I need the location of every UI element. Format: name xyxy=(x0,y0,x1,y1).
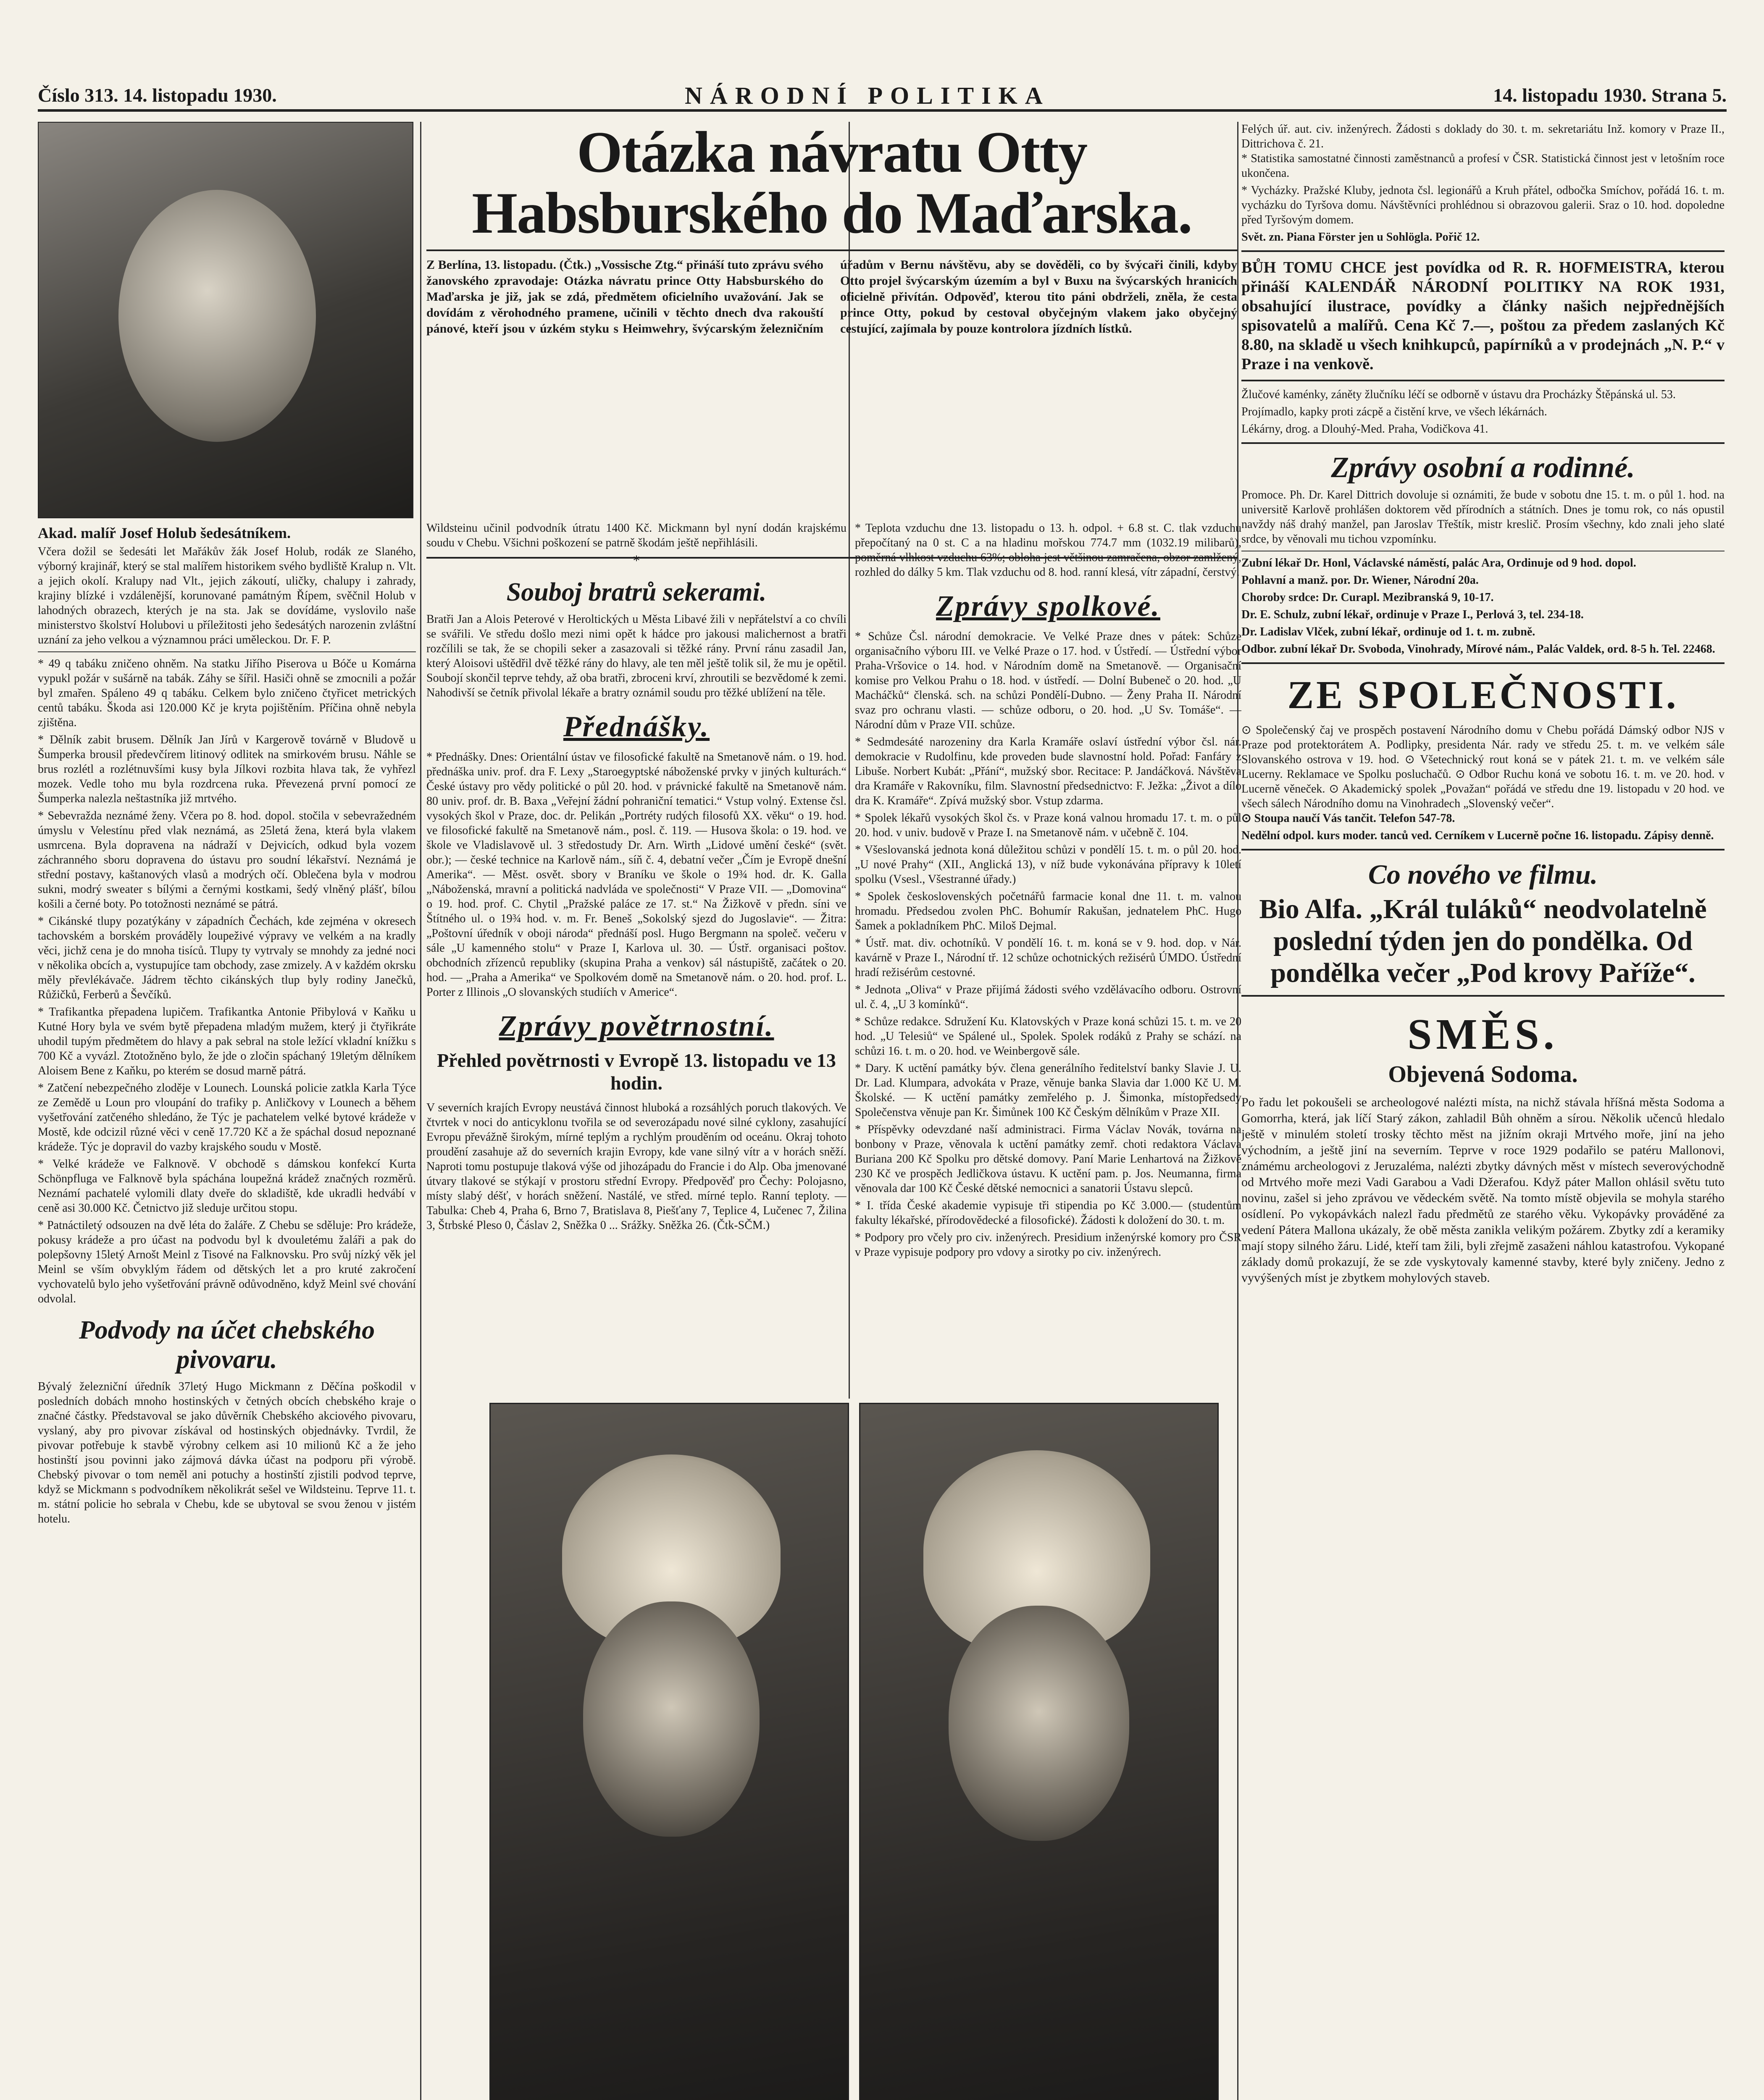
spolky-headline: Zprávy spolkové. xyxy=(936,590,1160,622)
column-4 xyxy=(1241,122,1725,2100)
spolky-item: * Příspěvky odevzdané naší administraci. Firma Václav Novák, továrna na bonbony v Praze, věnovala k uctění památky zemř. choti redaktora Václava Buriana 200 Kč Spolku pro dětské domovy. Paní Marie Lenhartová na Žižkově 230 Kč ve prospěch Jedličkova ústavu. K uctění pam. p. Jos. Neumanna, firma věnovala dar 100 Kč České dětské nemocnici a sanatorii Ústavu slepců. xyxy=(855,1123,1241,1195)
spolky-item: * Jednota „Oliva“ v Praze přijímá žádosti svého vzdělávacího odboru. Ostrovní ul. č. 4, „U 3 komínků“. xyxy=(855,983,1241,1011)
portrait-photo xyxy=(38,122,413,518)
divider xyxy=(1241,380,1725,381)
smes-subheadline: Objevená Sodoma. xyxy=(1388,1061,1578,1087)
column-2 xyxy=(426,521,847,1394)
dance-ad: ⊙ Stoupa naučí Vás tančit. Telefon 547-78. xyxy=(1241,812,1455,825)
doctor-ad: Choroby srdce: Dr. Curapl. Mezibranská 9, 10-17. xyxy=(1241,591,1494,604)
spolecnosti-text: ⊙ Společenský čaj ve prospěch postavení Národního domu v Chebu pořádá Dámský odbor NJS v Praze pod protektorátem A. Podlipky, presidenta Nár. rady ve středu 25. t. m. ve velkém sále Slovanského ostrova v 19. hod. ⊙ Všetechnický rout koná se v pátek 21. t. m. ve velkém sále Lucerny. Reklamace ve Spolku posluchačů. ⊙ Odbor Ruchu koná ve sobotu 16. t. m. ve 20. hod. v Lucerně věneček. ⊙ Akademický spolek „Považan“ pořádá ve středu dne 19. listopadu v 20 hod. ve všech sálech Národního domu na Vinohradech „Slovenský večer“. xyxy=(1241,724,1725,810)
divider xyxy=(38,651,416,652)
main-article-text: Z Berlína, 13. listopadu. (Čtk.) „Vossische Ztg.“ přináší tuto zprávu svého žanovského zpravodaje: Otázka návratu prince Otty Habsburského do Maďarska je již, jak se zdá, předmětem oficielního uvažování. Jak se dovídám z věrohodného pramene, učinili v těchto dnech dva rakouští pánové, kteří jsou v úzkém styku s Heimwehry, švýcarským železničním úřadům v Bernu návštěvu, aby se dověděli, co by švýcaři činili, kdyby Otto projel švýcarským územím a byl v Buxu na švýcarských hranicích oficielně přivítán. Odpověď, kterou tito páni obdrželi, zněla, že cesta prince Otty, pokud by cestoval obyčejným vlakem jako obyčejný cestující, zajímala by pouze kontrolora jízdních lístků. xyxy=(426,258,1237,336)
spolky-item: * Schůze Čsl. národní demokracie. Ve Velké Praze dnes v pátek: Schůze organisačního výboru III. ve Velké Praze o 17. hod. v Ústředí. — Ústřední výbor Praha-Vršovice o 14. hod. v Národním domě na Smetanově. — Organisační komise pro Velkou Prahu o 18. hod. v ústředí. — Dolní Bubeneč o 20. hod. „U Macháčků“ členská. sch. na schůzi Pondělí-Dubno. — Ženy Praha II. Národní svaz pro ochranu vlasti. — schůze odboru, o 20. hod. „U Sv. Tomáše“. — Národní dům v Praze VII. schůze. xyxy=(855,630,1241,731)
calendar-ad: BŮH TOMU CHCE jest povídka od R. R. HOFMEISTRA, kterou přináší KALENDÁŘ NÁRODNÍ POLITIKY NA ROK 1931, obsahující ilustrace, povídky a články našich nejpřednějších spisovatelů a malířů. Cena Kč 7.—, poštou za předem zaslaných Kč 8.80, na skladě u všech knihkupců, papírníků a v prodejnách „N. P.“ v Praze i na venkově. xyxy=(1241,259,1725,373)
pocasi-text: V severních krajích Evropy neustává činnost hluboká a rozsáhlých poruch tlakových. Ve čtvrtek v noci do anticyklonu tvořila se od severozápadu nové silné cyklony, zasahující Evropu převážně širokým, mírné teplým a rychlým prouděním od oceánu. Okraj tohoto proudění zasahuje až do severních krajin Evropy, kde vane silný vítr a v horách sněží. Naproti tomu postupuje tlaková výše od jihozápadu do Francie i do Alp. Oba jmenované útvary tlakové se stýkají v prostoru střední Evropy. Předpověď pro Čechy: Polojasno, místy slabý déšť, v horách sněžení. Nastálé, ve střed. mírné teplo. Ranní teploty. — Tabulka: Cheb 4, Praha 6, Brno 7, Bratislava 8, Piešťany 7, Teplice 4, Lučenec 7, Žilina 3, Štrbské Pleso 0, Čáslav 2, Sněžka 0 ... Srážky. Sněžka 26. (Čtk-SČM.) xyxy=(426,1101,847,1232)
notice-item: Svět. zn. Piana Förster jen u Sohlögla. Pořič 12. xyxy=(1241,231,1480,244)
news-item: * Dělník zabit brusem. Dělník Jan Jírů v Kargerově továrně v Bludově u Šumperka brousil předevčírem litinový odlitek na smirkovém brusu. Náhle se brus rozlétl a rozlétnuvšími kusy byla Jílkovi rozbita hlava tak, že vyhřezl mozek. Vedle toho mu byla rozdrcena ruka. Převezená první pomocí ze Šumperka nalezla neštastníka již mrtvého. xyxy=(38,733,416,805)
spolky-item: * Všeslovanská jednota koná důležitou schůzi v pondělí 15. t. m. o půl 20. hod. „U nové Prahy“ (XII., Anglická 13), v níž bude vykonávána přípravy k 10letí spolku (Vsesl., Všestranné úřady.) xyxy=(855,843,1241,886)
doctor-ad: Odbor. zubní lékař Dr. Svoboda, Vinohrady, Mírové nám., Palác Valdek, ord. 8-5 h. Tel. 22468. xyxy=(1241,643,1715,656)
spolky-item: * Schůze redakce. Sdružení Ku. Klatovských v Praze koná schůzi 15. t. m. ve 20 hod. „U Telesiů“ ve Spálené ul., Spolek. Spolek rodáků z Prahy se schází. na schůzi 16. t. m. o 20. hod. ve Weinbergově sále. xyxy=(855,1015,1241,1058)
maharaja-photo-right xyxy=(859,1403,1219,2100)
news-item: * Zatčení nebezpečného zloděje v Lounech. Lounská policie zatkla Karla Týce ze Zemědě u Loun pro vloupání do trafiky p. Anličkovy v Lounech a během vyšetřování zatčeného shledáno, že Týc je pachatelem velké bytové krádeže v Mostě, kde odcizil různé věci v ceně 17.720 Kč a že spáchal dosud nepoznané krádeže. Týc je dopravil do vazby krajského soudu v Mostě. xyxy=(38,1082,416,1153)
notice-item: * Vycházky. Pražské Kluby, jednota čsl. legionářů a Kruh přátel, odbočka Smíchov, pořádá 16. t. m. vycházku do Tyršova domu. Návštěvníci prohlédnou si obrazovou galerii. Sraz o 10. hod. dopoledne před Tyršovým domem. xyxy=(1241,184,1725,226)
wildstein-text: Wildsteinu učinil podvodník útratu 1400 Kč. Mickmann byl nyní dodán krajskému soudu v Chebu. Všichni poškození se patrně škodám ještě nepřihlásili. xyxy=(426,522,847,549)
news-item: * 49 q tabáku zničeno ohněm. Na statku Jiřího Piserova u Bóče u Komárna vypukl požár v sušárně na tabák. Záhy se šířil. Hasiči ohně se zmocnili a požár byl zmařen. Spáleno 49 q tabáku. Celkem bylo zničeno čtyřicet metrických centů tabáku. Škoda asi 120.000 Kč je kryta pojištěním. Příčina ohně nebyla zjištěna. xyxy=(38,657,416,729)
smes-headline: SMĚS. xyxy=(1407,1010,1559,1058)
souboj-text: Bratři Jan a Alois Peterové v Heroltických u Města Libavé žili v nepřátelství a co chvíli se svářili. Ve středu došlo mezi nimi opět k hádce pro jakousi malichernost a bratři rozčílili se tak, že se chopili seker a zasazovali si těžké rány. První ránu zasadil Jan, který Aloisovi uštědřil dvě těžké rány do hlavy, ale ten měl ještě tolik sil, že mu je opětil. Soubojí skončil teprve tehdy, až oba bratři, zbroceni krví, zhroutili se bezvědomé k zemi. Nahodivší se četník přivolal lékaře a bratry oznámil soudu pro těžké ublížení na těle. xyxy=(426,613,847,699)
portrait-face xyxy=(118,190,316,442)
news-item: * Patnáctiletý odsouzen na dvě léta do žaláře. Z Chebu se sděluje: Pro krádeže, pokusy krádeže a pro účast na podvodu byl k dvouletému žaláři a pak do polepšovny 15letý Arnošt Meinl z Tisové na Falknovsku. Pro svůj nízký věk jel Meinl se vším obvyklým řádem od dětských let a pro kruté zakročení vychovatelů bylo jeho vyšetřování právně odůvodněno, když Meinl své chování odvolal. xyxy=(38,1219,416,1305)
spolky-item: * Podpory pro včely pro civ. inženýrech. Presidium inženýrské komory pro ČSR v Praze vypisuje podpory pro vdovy a sirotky po civ. inženýrech. xyxy=(855,1231,1241,1259)
spolky-item: * Dary. K uctění památky býv. člena generálního ředitelství banky Slavie J. U. Dr. Lad. Klumpara, advokáta v Praze, věnuje banka Slavia dar 1.000 Kč U. M. Školské. — K uctění památky zemřelého p. J. Šimonka, místopředsedy Společenstva věnuje pan Kr. Šimůnek 100 Kč Českým dělníkům v Praze XII. xyxy=(855,1062,1241,1119)
doctor-ad: Zubní lékař Dr. Honl, Václavské náměstí, palác Ara, Ordinuje od 9 hod. dopol. xyxy=(1241,556,1636,570)
notice-item: * Statistika samostatné činnosti zaměstnanců a profesí v ČSR. Statistická činnost jest v letošním roce ukončena. xyxy=(1241,152,1725,180)
pivovar-headline: Podvody na účet chebského pivovaru. xyxy=(79,1316,375,1374)
divider xyxy=(1241,849,1725,850)
film-ad: Bio Alfa. „Král tuláků“ neodvolatelně poslední týden jen do pondělka. Od pondělka večer „Pod krovy Paříže“. xyxy=(1259,894,1707,988)
news-item: * Trafikantka přepadena lupičem. Trafikantka Antonie Přibylová v Kaňku u Kutné Hory byla ve svém bytě přepadena mladým mužem, který ji čtyřikráte uhodil tupým předmětem do hlavy a pak sebral na stole ležící vkladní knížku s 700 Kč a vyvázl. Ztotožněno bylo, že jde o zločin spáchaný 19letým dělníkem Aloisem Bene z Kaňku, po kterém se dosud marně pátrá. xyxy=(38,1005,416,1077)
spolky-item: * Spolek lékařů vysokých škol čs. v Praze koná valnou hromadu 17. t. m. o půl 20. hod. v univ. budově v Praze I. na Smetanově nám. v učebně č. 104. xyxy=(855,811,1241,839)
prednasky-text: * Přednášky. Dnes: Orientální ústav ve filosofické fakultě na Smetanově nám. o 19. hod. přednáška univ. prof. dra F. Lexy „Staroegyptské náboženské prvky v jiných kulturách.“ České ústavy pro vědy politické o půl 20. hod. v právnické fakultě na Smetanově nám. 80 univ. prof. dr. B. Baxa „Veřejní žádní pohraniční tematici.“ Vstup volný. Extense čsl. vysokých škol v Praze, doc. dr. Pelikán „Portréty rudých filosofů XX. věku“ o 19. hod. ve filosofické fakultě na Smetanově nám., posl. č. 119. — Husova škola: o 19. hod. ve škole ve Vladislavově ul. 3 středostudy Dr. Arn. Wirth „Lidové umění české“ (svět. obr.); — české technice na Karlově nám., síň č. 4, debatní večer „Čím je Evropě dnešní Amerika“. — Měst. osvět. sbory v Braníku ve škole o 19¾ hod. dr. K. Galla „Náboženská, mravní a politická nadvláda ve společnosti“ V Praze VII. — „Domovina“ o 19. hod. prof. C. Chytil „Pražské paláce ze 17. st.“ Na Žižkově v předn. síni ve Štítného ul. o 19¾ hod. v. m. Fr. Beneš „Sokolský sjezd do Jugoslavie“. — Žitra: „Poštovní úředník v oboji národa“ přednáší posl. Hugo Bergmann na společ. večeru v sále „U kamenného stolu“ v Praze I, Karlova ul. 30. — Ústř. organisaci poštov. obchodních zřízenců republiky (skupina Praha a venkov) sál nástupiště, začátek o 20. hod. — „Praha a Amerika“ ve Spolkovém domě na Smetanově nám. o 20. hod. prof. L. Porter z Illinois „O slovanských studiích v Americe“. xyxy=(426,751,847,999)
newspaper-title: NÁRODNÍ POLITIKA xyxy=(685,82,1050,109)
notice-text: Felých úř. aut. civ. inženýrech. Žádosti s doklady do 30. t. m. sekretariátu Inž. komory v Praze II., Dittrichova č. 21. xyxy=(1241,123,1725,150)
column-1 xyxy=(38,122,416,2100)
divider xyxy=(1241,442,1725,444)
doctor-ad: Dr. E. Schulz, zubní lékař, ordinuje v Praze I., Perlová 3, tel. 234-18. xyxy=(1241,608,1584,621)
pivovar-text: Bývalý železniční úředník 37letý Hugo Mickmann z Děčína poškodil v posledních dobách mnoho hostinských v četných obcích chebského kraje o značné částky. Představoval se jako důvěrník Chebského akciového pivovaru, vyslaný, aby pro pivovar získával od hostinských objednávky. Tvrdil, že pivovar potřebuje k stavbě výrobny celkem asi 10 milionů Kč a že jeho hostinští jsou povinni jako zájmová dávka účast na podporu při výrobě. Chebský pivovar o tom neměl ani potuchy a hostinští zjistili podvod teprve, když se Mickmann s podvodníkem několikrát sešel ve Wildsteinu. Teprve 11. t. m. státní policie ho sebrala v Chebu, kde se ubytoval se svou ženou v jistém hotelu. xyxy=(38,1380,416,1525)
divider xyxy=(1241,250,1725,252)
spolky-item: * Ústř. mat. div. ochotníků. V pondělí 16. t. m. koná se v 9. hod. dop. v Nár. kavárně v Praze I., Národní tř. 12 schůze ochotnických režisérů ÚMDO. Ústřední hradí režisérům cestovné. xyxy=(855,937,1241,979)
column-divider xyxy=(420,122,421,2100)
news-item: * Cikánské tlupy pozatýkány v západních Čechách, kde zejména v okresech tachovském a borském prováděly loupeživé výpravy ve velkém a na kradly věci, jichž cena je do mnoha tisíců. Tlupy ty vytrvaly se mnohdy za jedné noci v několika obcích a, vystupujíce tam obchody, zase zmizely. A v každém okrsku měly převlékávače. Jádrem těchto cikánských tlup byly rodiny Janečků, Růžičků, Ferberů a Ševčíků. xyxy=(38,915,416,1001)
temperature-report: * Teplota vzduchu dne 13. listopadu o 13. h. odpol. + 6.8 st. C. tlak vzduchu přepočítaný na 0 st. C a na hladinu mořskou 774.7 mm (1032.19 milibarů), poměrná vlhkost vzduchu 63%; obloha jest většinou zamračena, obzor zamlžený, rozhled do dálky 5 km. Tlak vzduchu od 8. hod. ranní klesá, vítr západní, čerstvý. xyxy=(855,522,1241,579)
spolky-item: * Spolek československých početnářů farmacie konal dne 11. t. m. valnou hromadu. Předsedou zvolen PhC. Bohumír Rakušan, jednatelem PhC. Hugo Šamek a pokladníkem PhC. Miloš Dejmal. xyxy=(855,890,1241,932)
small-ad: Lékárny, drog. a Dlouhý-Med. Praha, Vodičkova 41. xyxy=(1241,423,1488,436)
main-article xyxy=(426,122,1237,564)
doctor-ad: Dr. Ladislav Vlček, zubní lékař, ordinuje od 1. t. m. zubně. xyxy=(1241,625,1535,638)
column-3 xyxy=(855,521,1241,1394)
smes-text: Po řadu let pokoušeli se archeologové nalézti místa, na nichž stávala hříšná města Sodoma a Gomorrha, která, jak líčí Starý zákon, zahladil Bůh ohněm a sírou. Několik učenců hledalo ještě v minulém století trosky těchto měst na jižním okraji Mrtvého moře, jiní na jeho východním, a ještě jiní na severním. Teprve v roce 1929 podařilo se patéru Mallonovi, známému archeologovi z Jeruzaléma, nalézti zbytky dávných měst v místech severovýchodně od Mrtvého moře mezi Vadi Garabou a Vadi Džerafou. Když páter Mallon ohlásil světu tuto novinu, zašel si jeho zprávou ve vědeckém světě. Na tomto místě objevila se mohyla starého osídlení. Po vykopávkách nalezl řadu předmětů ze starého věku. Vykopávky prováděné za vedení Pátera Mallona ukázaly, že obě města zanikla velikým požárem. Zbytky zdí a keramiky mají stopy silného žáru. Lidé, kteří tam žili, byli zřejmě zasaženi náhlou katastrofou. Vykopané základy domů prokazují, že se zde vyskytovaly kamenné stavby, které byly zničeny. Jedno z vyvýšených míst je zbytkem mohylových staveb. xyxy=(1241,1095,1725,1285)
separator: * xyxy=(633,554,640,568)
dance-ad: Nedělní odpol. kurs moder. tanců ved. Cerníkem v Lucerně počne 16. listopadu. Zápisy denně. xyxy=(1241,829,1714,842)
issue-number: Číslo 313. 14. listopadu 1930. xyxy=(38,84,277,106)
masthead xyxy=(38,84,1727,112)
page-date: 14. listopadu 1930. Strana 5. xyxy=(1493,84,1727,106)
souboj-headline: Souboj bratrů sekerami. xyxy=(506,578,767,606)
osobni-headline: Zprávy osobní a rodinné. xyxy=(1331,452,1635,484)
doctor-ad: Pohlavní a manž. por. Dr. Wiener, Národní 20a. xyxy=(1241,574,1479,587)
portrait-caption: Akad. malíř Josef Holub šedesátníkem. xyxy=(38,525,291,541)
prednasky-headline: Přednášky. xyxy=(563,711,710,743)
face xyxy=(949,1606,1129,1841)
maharaja-photo-left xyxy=(489,1403,849,2100)
divider xyxy=(1241,662,1725,664)
small-ad: Žlučové kaménky, záněty žlučníku léčí se odborně v ústavu dra Procházky Štěpánská ul. 53. xyxy=(1241,388,1676,401)
news-item: * Velké krádeže ve Falknově. V obchodě s dámskou konfekcí Kurta Schönpfluga ve Falknově byla spáchána loupežná krádež značných rozměrů. Neznámí pachatelé vylomili dlaty dveře do skladiště, kde ukradli hedvábí v ceně asi 30.000 Kč. Četnictvo již sleduje určitou stopu. xyxy=(38,1158,416,1215)
divider xyxy=(426,249,1237,251)
pocasi-headline: Zprávy povětrnostní. xyxy=(499,1010,774,1042)
spolky-item: * I. třída České akademie vypisuje tři stipendia po Kč 3.000.— (studentům fakulty lékařské, přírodovědecké a filosofické). Žádosti k doložení do 30. t. m. xyxy=(855,1199,1241,1227)
pocasi-subheadline: Přehled povětrnosti v Evropě 13. listopadu ve 13 hodin. xyxy=(437,1050,836,1094)
small-ad: Projímadlo, kapky proti zácpě a čistění krve, ve všech lékárnách. xyxy=(1241,405,1547,418)
news-item: * Sebevražda neznámé ženy. Včera po 8. hod. dopol. stočila v sebevražedném úmyslu v Velestínu před vlak neznámá, as 25letá žena, která byla vlakem usmrcena. Byla dopravena na nádraží v Dejvicích, odkud byla vozem záchranného sboru dopravena do ústavu pro soudní lékařství. Neznámá je střední postavy, kaštanových vlasů a modrých očí. Oblečena byla v modrou sukni, modrý sweater s bílými a černými kostkami, šedý vlněný plášť, bílou košili a černé boty. Po totožnosti neznámé se pátrá. xyxy=(38,809,416,911)
film-headline: Co nového ve filmu. xyxy=(1368,859,1598,890)
conference-photos xyxy=(426,1403,1241,2100)
divider xyxy=(1241,995,1725,997)
main-headline: Otázka návratu Otty Habsburského do Maďarska. xyxy=(472,122,1192,246)
spolky-item: * Sedmdesáté narozeniny dra Karla Kramáře oslaví ústřední výbor čsl. nár. demokracie v Rudolfinu, kde proveden bude slavnostní hold. Pořad: Fanfáry z Libuše. Norbert Kubát: „Přání“, mužský sbor. Recitace: P. Jandáčková. Návštěva dra Kramáře v Rakovníku, film. Slavnostní předsednictvo: F. Ježka: „Život a dílo dra K. Kramáře“. Zpívá mužský sbor. Vstup zdarma. xyxy=(855,735,1241,807)
osobni-text: Promoce. Ph. Dr. Karel Dittrich dovoluje si oznámiti, že bude v sobotu dne 15. t. m. o půl 1. hod. na universitě Karlově prohlášen doktorem věd přírodních a státních. Dnes je tomu rok, co nás opustil navždy náš drahý manžel, pan Jaroslav Třeštík, mistr kreslič. Prosím všechny, kdo znali jeho slaté srdce, by věnovali mu tichou vzpomínku. xyxy=(1241,488,1725,546)
spolecnosti-headline: ZE SPOLEČNOSTI. xyxy=(1287,673,1679,717)
face xyxy=(583,1601,760,1837)
portrait-text: Včera dožil se šedesáti let Mařákův žák Josef Holub, rodák ze Slaného, výborný krajinář, který se stal malířem historikem svého bydliště Kralup n. Vlt. a jejich okolí. Kralupy nad Vlt., jejich zákoutí, uličky, chalupy i zahrady, krajiny blízké i vzdálenější, korunované památným Řípem, svěčnil Holub v lahodných obrazech, kterých je na sta. Jak se dovídáme, vyslovilo naše ministerstvo školství Holubovi u příležitosti jeho šedesátých narozenin zvláštní uznání za jeho velkou a významnou práci uměleckou. Dr. F. P. xyxy=(38,545,416,646)
